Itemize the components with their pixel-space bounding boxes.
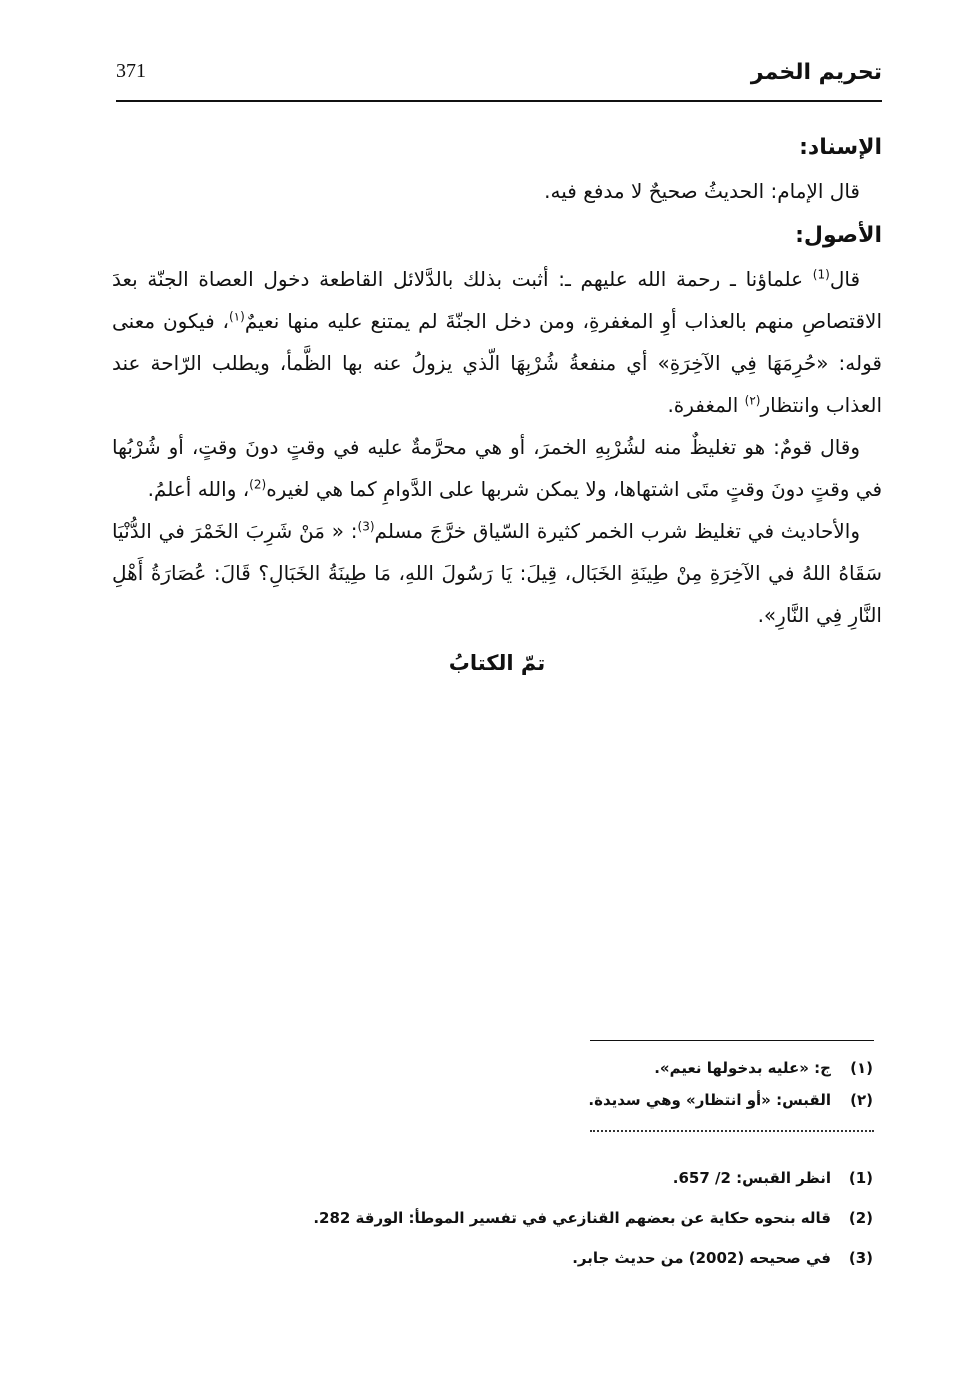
paragraph-3 (112, 510, 882, 636)
page-number: 371 (116, 60, 146, 82)
para1-text-b: علماؤنا ـ رحمة الله عليهم ـ: أثبت بذلك بالدَّلائل القاطعة دخول العصاة الجنّة بعدَ الاقتصاصِ منهم بالعذاب أوِ المغفرةِ، ومن دخل الجنّةَ لم يمتنع عليه منها نعيمٌ (112, 267, 882, 333)
footnote-number: (2) (848, 1209, 873, 1227)
footnote-text: القبس: «أو انتظار» وهي سديدة. (588, 1091, 831, 1109)
book-end-title: تمّ الكتابُ (448, 651, 546, 675)
footnote-text: ج: «عليه بدخولها نعيم». (654, 1059, 831, 1077)
footnote-ref-1: (1) (812, 267, 830, 282)
footnote-number: (3) (848, 1249, 873, 1267)
footnote-ref-3: (3) (357, 519, 375, 534)
footnote-separator (590, 1040, 874, 1041)
editor-footnote (253, 1084, 873, 1116)
isnad-paragraph: قال الإمام: الحديثُ صحيحٌ لا مدفع فيه. (544, 179, 860, 203)
para2-text-a: وقال قومٌ: هو تغليظٌ منه لشُرْبِهِ الخمرَ، أو هي محرَّمةٌ عليه في وقتٍ دونَ وقتٍ، أو شُرْبُها في وقتٍ دونَ وقتٍ متَى اشتهاها، ولا يمكن شربها على الدَّوامِ كما هي لغيره (112, 435, 882, 501)
footnote-number: (٢) (850, 1091, 873, 1109)
footnote-ref-2: (2) (249, 477, 267, 492)
para3-text-a: والأحاديث في تغليظ شرب الخمر كثيرة السّياق خرَّجَ مسلم (374, 519, 860, 543)
paragraph-1 (112, 258, 882, 426)
author-footnote (253, 1198, 873, 1238)
para3-text-b: : « مَنْ شَرِبَ الخَمْرَ في الدُّنْيَا سَقَاهُ اللهُ في الآخِرَةِ مِنْ طِينَةِ الخَبَال، قِيلَ: يَا رَسُولَ اللهِ، مَا طِينَةُ الخَبَالِ؟ قَالَ: عُصَارَةُ أَهْلِ النَّارِ فِي النَّارِ». (112, 519, 882, 627)
editor-note-ref-2: (٢) (744, 393, 761, 408)
para1-text-d: المغفرة. (667, 393, 745, 417)
author-footnote (253, 1158, 873, 1198)
footnote-number: (١) (850, 1059, 873, 1077)
para2-text-b: ، والله أعلمُ. (147, 477, 250, 501)
usul-heading: الأصول: (795, 223, 882, 248)
footnote-number: (1) (848, 1169, 873, 1187)
author-footnote (253, 1238, 873, 1278)
footnote-text: في صحيحه (2002) من حديث جابر. (572, 1249, 831, 1267)
footnote-text: انظر القبس: 2/ 657. (672, 1169, 831, 1187)
editor-footnote (253, 1052, 873, 1084)
main-text (112, 126, 882, 705)
isnad-heading: الإسناد: (799, 135, 882, 160)
para1-text-c: ، فيكون معنى قوله: «حُرِمَهَا فِي الآخِرَةِ» أي منفعةُ شُرْبِهَا الّذي يزولُ عنه بها الظَّمأ، ويطلب الرّاحة عند العذاب وانتظار (112, 309, 882, 417)
page-header (116, 56, 882, 102)
footnote-text: قاله بنحوه حكاية عن بعضهم القنازعي في تفسير الموطأ: الورقة 282. (313, 1209, 831, 1227)
editor-note-ref-1: (١) (228, 309, 245, 324)
footnote-dotted-separator (590, 1130, 874, 1132)
paragraph-2 (112, 426, 882, 510)
para1-text-a: قال (829, 267, 860, 291)
author-footnotes (253, 1158, 873, 1278)
running-title: تحريم الخمر (750, 60, 882, 85)
editor-footnotes (253, 1052, 873, 1116)
header-rule (116, 100, 882, 102)
